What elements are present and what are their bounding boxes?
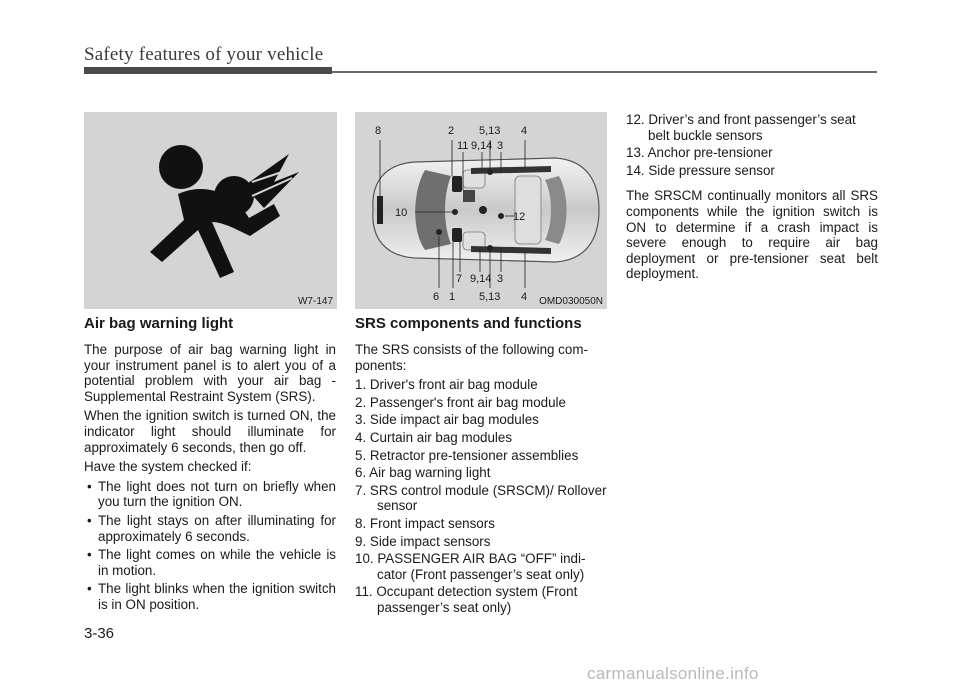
page-number: 3-36 xyxy=(84,625,115,642)
diagram-label: 4 xyxy=(521,125,528,137)
diagram-label: 1 xyxy=(449,291,456,303)
list-item: 9. Side impact sensors xyxy=(355,533,491,549)
list-item: 8. Front impact sensors xyxy=(355,515,495,531)
list-item: 10. PASSENGER AIR BAG “OFF” indi-cator (Front passenger’s seat only) xyxy=(355,551,586,582)
diagram-label: 5,13 xyxy=(479,125,501,137)
paragraph: The purpose of air bag warning light in your instrument panel is to alert you of a potential problem with your air bag - Supplemental Restraint System (SRS). xyxy=(84,342,336,404)
list-item: 4. Curtain air bag modules xyxy=(355,429,513,445)
rear-seat xyxy=(515,176,541,244)
section-heading: Air bag warning light xyxy=(84,315,234,332)
diagram-label: 9,14 xyxy=(471,140,493,152)
bullet-item: • The light does not turn on briefly when you turn the ignition ON. xyxy=(84,479,336,510)
diagram-label: 3 xyxy=(497,140,504,152)
paragraph: The SRS consists of the following com-ponents: xyxy=(355,342,588,373)
diagram-label: 9,14 xyxy=(470,273,492,285)
diagram-label: 7 xyxy=(456,273,463,285)
diagram-label: 4 xyxy=(521,291,528,303)
bullet-item: • The light comes on while the vehicle is in motion. xyxy=(84,547,336,578)
list-item: 12. Driver’s and front passenger’s seat belt buckle sensors xyxy=(626,112,856,143)
bullet-list xyxy=(84,479,336,613)
srs-car-diagram xyxy=(355,112,607,309)
driver-airbag-module xyxy=(452,228,462,242)
list-item: 13. Anchor pre-tensioner xyxy=(626,145,773,161)
diagram-label: 12 xyxy=(513,211,526,223)
list-item: 3. Side impact air bag modules xyxy=(355,412,539,428)
paragraph: Have the system checked if: xyxy=(84,459,252,475)
list-item: 14. Side pressure sensor xyxy=(626,162,775,178)
diagram-label: 2 xyxy=(448,125,455,137)
column-srs-continued xyxy=(626,112,878,286)
airbag-warning-icon xyxy=(84,112,337,309)
header-band xyxy=(84,67,332,74)
diagram-label: 11 xyxy=(457,140,469,152)
diagram-label: 3 xyxy=(497,273,504,285)
list-item: 11. Occupant detection system (Front passenger’s seat only) xyxy=(355,584,578,615)
component-list xyxy=(355,377,607,615)
occupant-detection xyxy=(463,190,475,202)
figure-code: W7-147 xyxy=(297,296,333,307)
bullet-item: • The light stays on after illuminating for approximately 6 seconds. xyxy=(84,513,336,544)
diagram-label: 10 xyxy=(395,207,408,219)
diagram-label: 6 xyxy=(433,291,440,303)
column-airbag-warning xyxy=(84,315,336,616)
paragraph: When the ignition switch is turned ON, the indicator light should illuminate for approximately 6 seconds, then go off. xyxy=(84,408,336,455)
diagram-label: 5,13 xyxy=(479,291,501,303)
watermark: carmanualsonline.info xyxy=(587,664,759,683)
list-item: 2. Passenger's front air bag module xyxy=(355,394,566,410)
component-list-continued xyxy=(626,112,878,178)
section-heading: SRS components and functions xyxy=(355,315,582,332)
list-item: 6. Air bag warning light xyxy=(355,465,491,481)
page-header-title: Safety features of your vehicle xyxy=(84,44,324,65)
header-rule xyxy=(332,71,877,73)
paragraph: The SRSCM continually monitors all SRS components while the ignition switch is ON to determine if a crash impact is severe enough to require air bag deployment or pre-tensioner seat belt deployment. xyxy=(626,188,878,282)
list-item: 7. SRS control module (SRSCM)/ Rollover sensor xyxy=(355,482,607,514)
diagram-label: 8 xyxy=(375,125,382,137)
srs-diagram-figure xyxy=(355,112,607,309)
airbag-warning-figure xyxy=(84,112,337,309)
list-item: 5. Retractor pre-tensioner assemblies xyxy=(355,447,579,463)
list-item: 1. Driver's front air bag module xyxy=(355,377,538,393)
column-srs-components xyxy=(355,315,607,618)
passenger-airbag-module xyxy=(452,176,462,192)
bullet-item: • The light blinks when the ignition switch is in ON position. xyxy=(84,581,336,612)
figure-code: OMD030050N xyxy=(539,296,603,307)
